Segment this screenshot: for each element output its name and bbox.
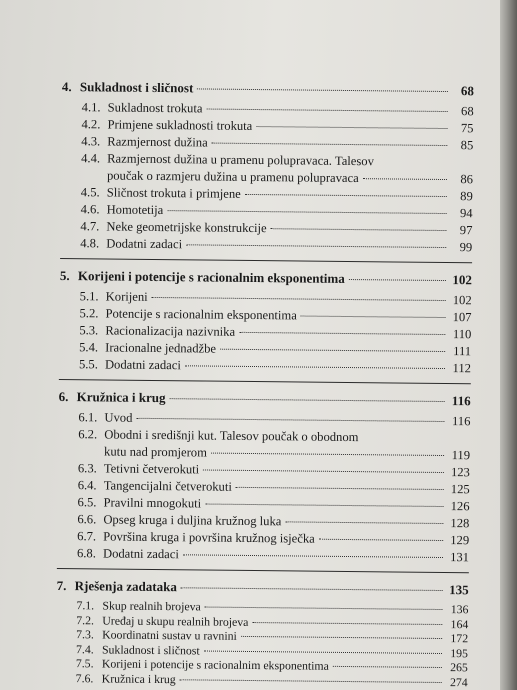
- dot-leader: [236, 487, 444, 490]
- entry-title: Tetivni četverokuti: [103, 461, 200, 477]
- dot-leader: [319, 539, 443, 541]
- entry-title: Homotetija: [106, 202, 164, 218]
- entry-title: Racionalizacija nazivnika: [105, 323, 236, 339]
- entry-page-number: 119: [451, 448, 471, 463]
- entry-page-number: 102: [452, 293, 472, 308]
- section-divider: [59, 379, 471, 384]
- chapter-title: Korijeni i potencije s racionalnim eksponentima: [77, 268, 345, 286]
- dot-leader: [256, 126, 447, 129]
- section-divider: [57, 568, 469, 573]
- entry-title: Uvod: [104, 410, 133, 425]
- dot-leader: [252, 622, 442, 625]
- entry-title: Kružnica i krug: [101, 670, 176, 686]
- entry-title: Korijeni: [105, 289, 148, 304]
- toc-chapter-group: [60, 78, 474, 256]
- entry-number: 7.5.: [75, 656, 94, 671]
- entry-page-number: 265: [450, 660, 468, 675]
- chapter-number: 5.: [59, 267, 70, 284]
- toc-chapter-heading: [62, 78, 474, 99]
- entry-title: Dodatni zadaci: [104, 357, 181, 373]
- entry-page-number: 99: [459, 240, 473, 255]
- entry-number: 7.2.: [76, 612, 95, 627]
- entry-page-number: 123: [450, 465, 470, 480]
- dot-leader: [285, 521, 443, 524]
- entry-title: Opseg kruga i duljina kružnog luka: [103, 512, 282, 529]
- entry-page-number: 131: [450, 550, 470, 565]
- entry-number: 4.5.: [80, 185, 100, 200]
- entry-number: 6.6.: [77, 512, 97, 527]
- entry-number: 4.8.: [80, 236, 100, 251]
- toc-entry: [77, 545, 469, 566]
- dot-leader: [241, 636, 442, 639]
- toc-entry: [80, 235, 472, 256]
- entry-number: 6.2.: [78, 427, 98, 442]
- entry-number: 5.5.: [78, 357, 98, 372]
- entry-page-number: 75: [460, 121, 474, 136]
- chapter-number: 6.: [58, 388, 69, 405]
- entry-number: 6.8.: [76, 546, 96, 561]
- dot-leader: [363, 178, 447, 180]
- entry-number: 6.1.: [78, 410, 98, 425]
- chapter-page-number: 68: [460, 83, 474, 99]
- toc-chapter-heading: [59, 388, 471, 409]
- entry-title: Dodatni zadaci: [102, 546, 179, 562]
- entry-number: 7.3.: [76, 627, 94, 642]
- entry-page-number: 172: [450, 631, 469, 646]
- entry-number: 6.3.: [77, 461, 97, 476]
- dot-leader: [203, 470, 444, 474]
- dot-leader: [239, 332, 445, 335]
- entry-page-number: 126: [450, 499, 470, 514]
- entry-page-number: 89: [460, 189, 473, 204]
- entry-title: Neke geometrijske konstrukcije: [106, 219, 267, 236]
- dot-leader: [220, 349, 445, 352]
- entry-number: 4.7.: [80, 219, 100, 234]
- page-edge: [500, 0, 517, 690]
- dot-leader: [204, 650, 442, 653]
- dot-leader: [212, 143, 448, 146]
- entry-page-number: 116: [451, 414, 471, 429]
- entry-number: 5.3.: [79, 323, 99, 338]
- dot-leader: [333, 666, 442, 668]
- dot-leader: [183, 554, 443, 558]
- entry-number: 6.4.: [77, 478, 97, 493]
- chapter-title: Sukladnost i sličnost: [79, 79, 194, 96]
- entry-title: Površina kruga i površina kružnog isječka: [103, 529, 315, 546]
- dot-leader: [205, 607, 443, 610]
- entry-page-number: 112: [452, 361, 472, 376]
- entry-number: 7.4.: [75, 641, 94, 656]
- entry-number: 4.6.: [80, 202, 100, 217]
- entry-title: Sličnost trokuta i primjene: [106, 185, 241, 201]
- toc-entry: [79, 356, 471, 377]
- chapter-number: 4.: [61, 78, 72, 95]
- toc-chapter-group: [56, 577, 469, 689]
- dot-leader: [167, 210, 446, 214]
- toc-chapter-group: [57, 388, 471, 566]
- toc-chapter-group: [59, 267, 472, 377]
- entry-page-number: 86: [460, 172, 474, 187]
- entry-title: Potencije s racionalnim eksponentima: [105, 306, 297, 323]
- dot-leader: [180, 679, 442, 683]
- entry-page-number: 129: [450, 533, 470, 548]
- chapter-page-number: 116: [451, 393, 471, 409]
- entry-page-number: 195: [450, 645, 469, 660]
- entry-number: 5.4.: [79, 340, 99, 355]
- entry-title: Koordinatni sustav u ravnini: [102, 627, 237, 643]
- dot-leader: [301, 316, 446, 319]
- entry-title: Korijeni i potencije s racionalnim eksponentima: [101, 656, 329, 673]
- entry-title: Sukladnost trokuta: [107, 100, 203, 116]
- chapter-page-number: 102: [452, 272, 472, 288]
- entry-number: 4.4.: [81, 151, 101, 166]
- entry-number: 5.1.: [79, 289, 99, 304]
- section-divider: [60, 258, 472, 263]
- entry-title: Sukladnost i sličnost: [101, 641, 200, 657]
- entry-number: 4.2.: [81, 117, 101, 132]
- entry-page-number: 111: [453, 344, 472, 359]
- chapter-title: Kružnica i krug: [76, 389, 166, 406]
- entry-number: 7.6.: [75, 670, 94, 685]
- entry-page-number: 274: [449, 674, 468, 689]
- entry-title: Primjene sukladnosti trokuta: [107, 117, 253, 133]
- chapter-number: 7.: [56, 577, 67, 594]
- entry-page-number: 68: [461, 104, 474, 119]
- dot-leader: [136, 418, 444, 422]
- dot-leader: [169, 398, 444, 402]
- entry-number: 4.1.: [81, 100, 101, 115]
- entry-number: 6.5.: [77, 495, 97, 510]
- entry-page-number: 94: [459, 206, 473, 221]
- entry-title: Tangencijalni četverokuti: [103, 478, 232, 494]
- dot-leader: [245, 194, 447, 197]
- entry-page-number: 125: [450, 482, 470, 497]
- entry-page-number: 128: [450, 516, 470, 531]
- entry-title: Razmjernost dužina: [107, 134, 208, 150]
- dot-leader: [206, 109, 447, 113]
- entry-title: Razmjernost dužina u pramenu polupravaca. Talesov: [107, 151, 374, 169]
- entry-page-number: 97: [459, 223, 473, 238]
- dot-leader: [186, 244, 446, 248]
- entry-page-number: 107: [452, 310, 472, 325]
- entry-page-number: 136: [450, 602, 469, 617]
- entry-title: Skup realnih brojeva: [102, 598, 201, 614]
- dot-leader: [152, 297, 446, 301]
- entry-page-number: 164: [450, 616, 469, 631]
- dot-leader: [181, 587, 443, 591]
- toc-chapter-heading: [60, 267, 472, 288]
- entry-number: 6.7.: [77, 529, 97, 544]
- entry-number: 7.1.: [76, 598, 95, 613]
- table-of-contents: [56, 78, 474, 689]
- toc-chapter-heading: [57, 577, 469, 598]
- entry-title: Iracionalne jednadžbe: [105, 340, 217, 356]
- chapter-title: Rješenja zadataka: [74, 578, 177, 595]
- dot-leader: [349, 279, 446, 281]
- entry-number: 5.2.: [79, 306, 99, 321]
- entry-title: Dodatni zadaci: [106, 236, 183, 252]
- entry-title: Pravilni mnogokuti: [103, 495, 202, 511]
- entry-page-number: 110: [452, 327, 472, 342]
- dot-leader: [185, 365, 445, 369]
- dot-leader: [197, 88, 448, 92]
- entry-title: Obodni i središnji kut. Talesov poučak o obodnom: [104, 427, 359, 445]
- dot-leader: [271, 228, 447, 231]
- entry-number: 4.3.: [81, 134, 101, 149]
- entry-page-number: 85: [460, 138, 474, 153]
- dot-leader: [205, 504, 443, 507]
- chapter-page-number: 135: [449, 582, 469, 598]
- entry-title: Uređaj u skupu realnih brojeva: [102, 612, 249, 629]
- entry-title-continuation: poučak o razmjeru dužina u pramenu polupravaca: [106, 168, 359, 186]
- dot-leader: [211, 453, 444, 456]
- entry-title-continuation: kutu nad promjerom: [104, 444, 208, 460]
